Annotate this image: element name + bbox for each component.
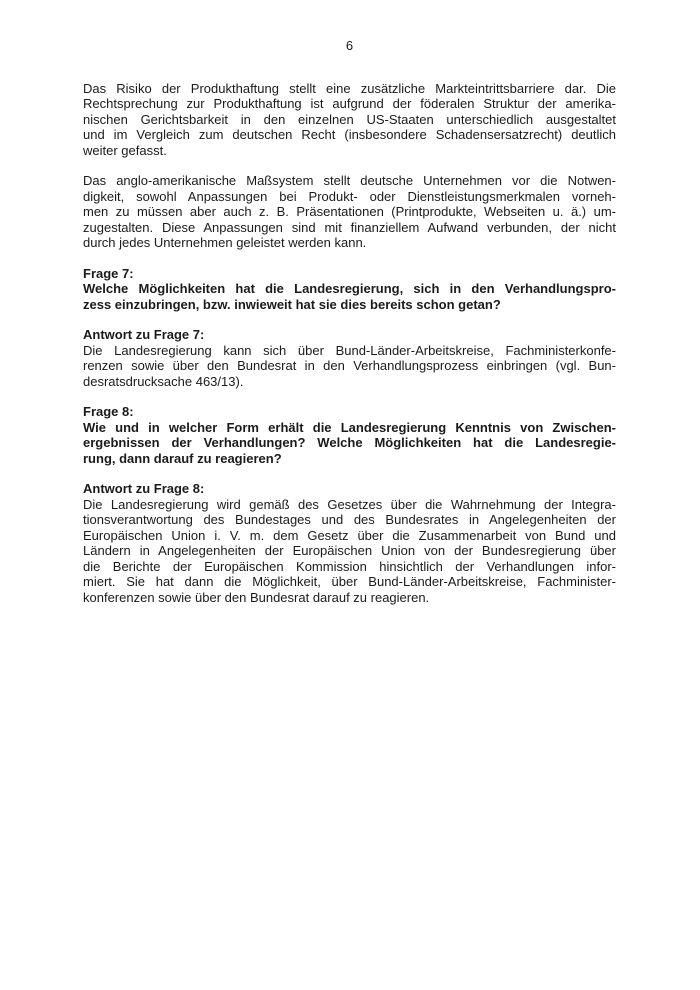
antwort-8-text-line-7: konferenzen sowie über den Bundesrat darauf zu reagieren. [83, 589, 430, 605]
paragraph-masssystem [83, 173, 616, 251]
frage-8-text [83, 420, 616, 467]
paragraph-masssystem-line-1: Das anglo-amerikanische Maßsystem stellt deutsche Unternehmen vor die Notwen- [83, 173, 616, 188]
frage-8-heading [83, 404, 616, 420]
antwort-8-text-line-1: Die Landesregierung wird gemäß des Gesetzes über die Wahrnehmung der Integra- [83, 496, 616, 512]
antwort-7-text-line-2: renzen sowie über den Bundesrat in den Verhandlungsprozess einbringen (vgl. Bun- [83, 358, 616, 373]
frage-7-text-line-2: zess einzubringen, bzw. inwieweit hat sie dies bereits schon getan? [83, 296, 501, 312]
paragraph-masssystem-line-3: men zu müssen aber auch z. B. Präsentationen (Printprodukte, Webseiten u. ä.) um- [83, 204, 616, 219]
frage-7-heading-line-1: Frage 7: [83, 265, 134, 281]
paragraph-produkthaftung-line-5: weiter gefasst. [83, 142, 167, 158]
antwort-8-text-line-6: miert. Sie hat dann die Möglichkeit, über Bund-Länder-Arbeitskreise, Fachminister- [83, 574, 616, 589]
frage-7-text [83, 281, 616, 312]
antwort-8-text [83, 497, 616, 606]
antwort-8-heading [83, 481, 616, 497]
antwort-8-text-line-2: tionsverantwortung des Bundestages und des Bundesrates in Angelegenheiten der [83, 512, 616, 527]
antwort-7-text-line-3: desratsdrucksache 463/13). [83, 373, 244, 389]
antwort-8-text-line-3: Europäischen Union i. V. m. dem Gesetz über die Zusammenarbeit von Bund und [83, 527, 616, 543]
paragraph-produkthaftung-line-2: Rechtsprechung zur Produkthaftung ist aufgrund der föderalen Struktur der amerika- [83, 96, 616, 111]
paragraph-produkthaftung-line-4: und im Vergleich zum deutschen Recht (insbesondere Schadensersatzrecht) deutlich [83, 127, 616, 142]
paragraph-masssystem-line-2: digkeit, sowohl Anpassungen bei Produkt- oder Dienstleistungsmerkmalen vorneh- [83, 188, 616, 204]
antwort-7-text [83, 343, 616, 390]
frage-7-text-line-1: Welche Möglichkeiten hat die Landesregierung, sich in den Verhandlungspro- [83, 281, 616, 296]
antwort-7-heading-line-1: Antwort zu Frage 7: [83, 327, 205, 342]
document-content [83, 81, 616, 606]
paragraph-masssystem-line-4: zugestalten. Diese Anpassungen sind mit finanziellem Aufwand verbunden, der nicht [83, 219, 616, 235]
frage-8-text-line-2: ergebnissen der Verhandlungen? Welche Möglichkeiten hat die Landesregie- [83, 435, 616, 450]
paragraph-produkthaftung-line-3: nischen Gerichtsbarkeit in den einzelnen US-Staaten unterschiedlich ausgestaltet [83, 111, 616, 127]
antwort-7-heading [83, 327, 616, 343]
antwort-8-text-line-5: die Berichte der Europäischen Kommission hinsichtlich der Verhandlungen infor- [83, 558, 616, 574]
frage-8-text-line-3: rung, dann darauf zu reagieren? [83, 450, 282, 466]
paragraph-produkthaftung [83, 81, 616, 159]
antwort-8-text-line-4: Ländern in Angelegenheiten der Europäischen Union von der Bundesregierung über [83, 543, 616, 558]
paragraph-produkthaftung-line-1: Das Risiko der Produkthaftung stellt eine zusätzliche Markteintrittsbarriere dar. Die [83, 80, 616, 96]
frage-7-heading [83, 266, 616, 282]
frage-8-text-line-1: Wie und in welcher Form erhält die Landesregierung Kenntnis von Zwischen- [83, 419, 616, 435]
frage-8-heading-line-1: Frage 8: [83, 404, 134, 419]
paragraph-masssystem-line-5: durch jedes Unternehmen geleistet werden kann. [83, 235, 367, 250]
antwort-8-heading-line-1: Antwort zu Frage 8: [83, 481, 205, 496]
antwort-7-text-line-1: Die Landesregierung kann sich über Bund-Länder-Arbeitskreise, Fachministerkonfe- [83, 342, 616, 358]
page-number: 6 [345, 38, 354, 53]
